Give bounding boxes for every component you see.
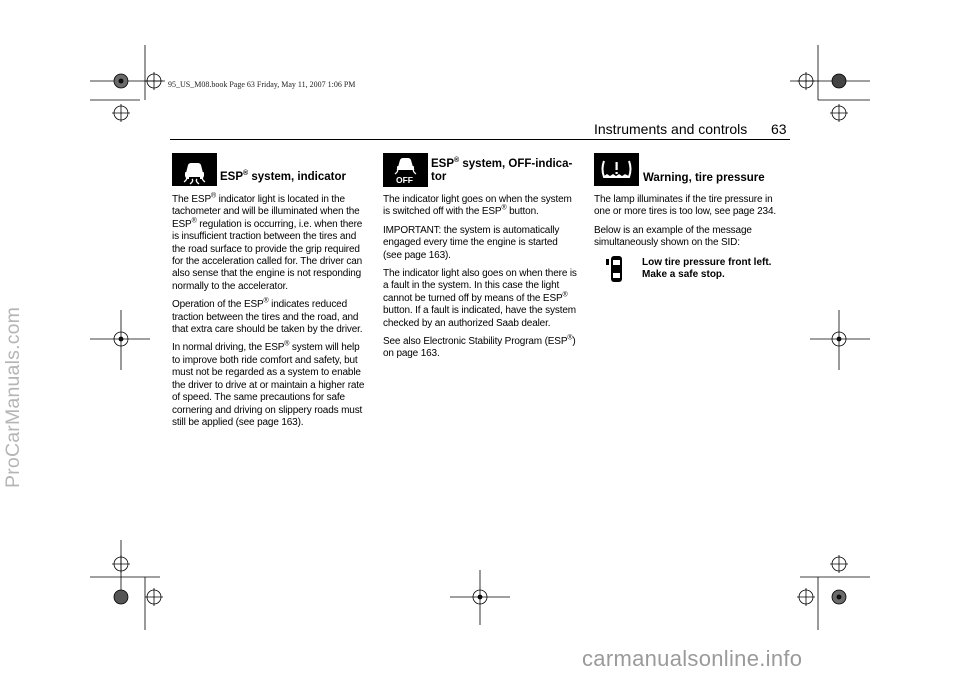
esp-off-label: OFF	[396, 175, 413, 185]
tire-pressure-warning-icon	[594, 153, 639, 186]
car-tire-front-left-icon	[605, 254, 625, 284]
header-rule	[170, 139, 790, 140]
file-stamp: 95_US_M08.book Page 63 Friday, May 11, 2007 1:06 PM	[168, 80, 356, 89]
esp-off-body	[383, 194, 579, 367]
sid-message: Low tire pressure front left. Make a safe stop.	[642, 257, 772, 280]
esp-indicator-p1: The ESP® indicator light is located in the tachometer and will be illuminated when the ESP® regulation is occurring, i.e. when there is insufficient traction between the tires and the road surface to provide the grip required for the acceleration called for. The driver can also sense that the engine is not responding normally to the accelerator.	[172, 192, 363, 292]
esp-off-p3: The indicator light also goes on when there is a fault in the system. In this case the light cannot be turned off by means of the ESP® button. If a fault is indicated, have the system checked by an authorized Saab dealer.	[383, 268, 577, 329]
tire-pressure-body	[594, 194, 790, 256]
esp-off-p4: See also Electronic Stability Program (ESP®) on page 163.	[383, 334, 576, 360]
page-number: 63	[771, 121, 787, 137]
page-header-title: Instruments and controls	[594, 121, 748, 137]
esp-off-icon	[383, 153, 428, 187]
esp-indicator-body	[172, 194, 368, 435]
side-watermark: ProCarManuals.com	[2, 306, 24, 488]
esp-indicator-p3: In normal driving, the ESP® system will help to improve both ride comfort and safety, but must not be regarded as a system to enable the driver to drive at or maintain a higher rate of speed. The same precautions for safe cornering and driving on slippery roads must still be applied (see page 163).	[172, 341, 365, 428]
esp-off-heading: ESP® system, OFF-indica- tor	[431, 157, 573, 183]
tire-pressure-p2: Below is an example of the message simultaneously shown on the SID:	[594, 224, 752, 249]
esp-indicator-heading: ESP® system, indicator	[220, 170, 346, 183]
tire-pressure-p1: The lamp illuminates if the tire pressure in one or more tires is too low, see page 234.	[594, 194, 776, 218]
tire-pressure-heading: Warning, tire pressure	[643, 172, 765, 184]
esp-indicator-p2: Operation of the ESP® indicates reduced traction between the tires and the road, and that extra care should be taken by the driver.	[172, 297, 363, 336]
esp-off-p2: IMPORTANT: the system is automatically engaged every time the engine is started (see page 163).	[383, 224, 560, 261]
footer-watermark: carmanualsonline.info	[582, 646, 803, 671]
esp-skid-car-icon	[172, 153, 217, 186]
esp-off-p1: The indicator light goes on when the system is switched off with the ESP® button.	[383, 194, 572, 218]
